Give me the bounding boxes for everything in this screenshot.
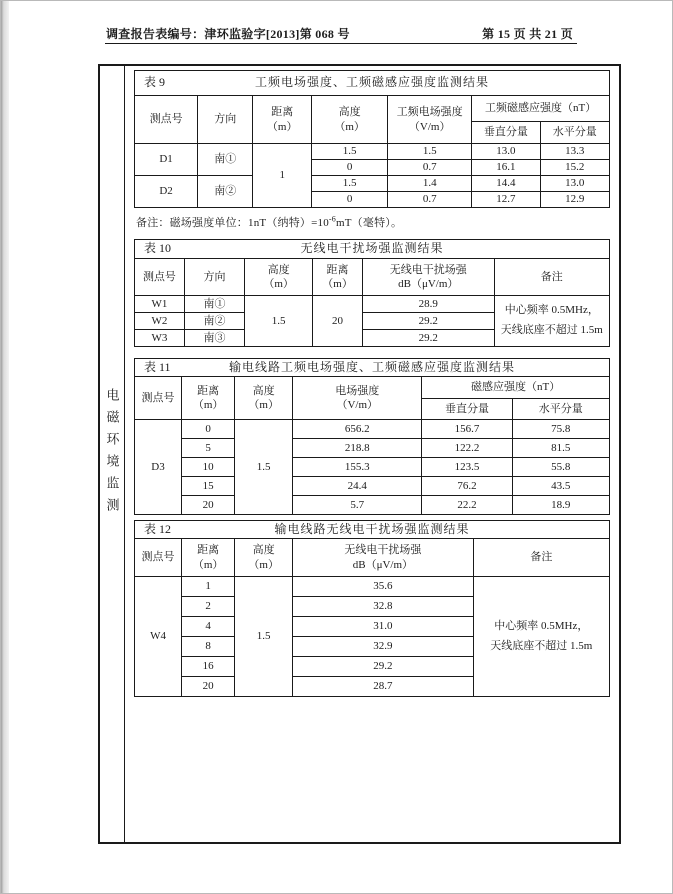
point-id: W4 — [135, 577, 182, 697]
b-vertical-value: 76.2 — [422, 477, 512, 496]
direction: 南① — [184, 296, 244, 313]
col-header-height: 高度 （m） — [235, 377, 293, 420]
col-header-vertical: 垂直分量 — [472, 122, 540, 144]
table-row — [135, 259, 610, 296]
b-horizontal-value: 13.0 — [540, 176, 609, 192]
table-12-label: 表 12 — [144, 521, 172, 536]
remark: 中心频率 0.5MHz， 天线底座不超过 1.5m — [494, 296, 609, 347]
header-rule — [105, 43, 577, 44]
b-horizontal-value: 81.5 — [512, 439, 609, 458]
col-header-point: 测点号 — [135, 96, 198, 144]
content-area — [125, 66, 619, 842]
distance-value: 20 — [313, 296, 363, 347]
table-row — [135, 71, 610, 96]
table-row — [135, 96, 610, 122]
distance-value: 10 — [182, 458, 235, 477]
col-header-rfi: 无线电干扰场强 dB（μV/m） — [362, 259, 494, 296]
sidebar-category-column — [100, 66, 125, 842]
table-12-title: 输电线路无线电干扰场强监测结果 — [274, 521, 470, 536]
rfi-value: 32.9 — [293, 637, 474, 657]
rfi-value: 28.9 — [362, 296, 494, 313]
b-horizontal-value: 75.8 — [512, 420, 609, 439]
page-number: 第 15 页 共 21 页 — [482, 27, 573, 41]
table-11-title: 输电线路工频电场强度、工频磁感应强度监测结果 — [228, 359, 515, 374]
col-header-b-field: 磁感应强度（nT） — [422, 377, 610, 399]
b-vertical-value: 22.2 — [422, 496, 512, 515]
table-row — [135, 458, 610, 477]
point-id: W1 — [135, 296, 185, 313]
point-id: W3 — [135, 330, 185, 347]
point-id: D2 — [135, 176, 198, 208]
distance-value: 8 — [182, 637, 235, 657]
table-row — [135, 496, 610, 515]
col-header-distance: 距离 （m） — [182, 539, 235, 577]
col-header-height: 高度 （m） — [235, 539, 293, 577]
col-header-height: 高度 （m） — [245, 259, 313, 296]
table-row — [135, 176, 610, 192]
point-id: W2 — [135, 313, 185, 330]
b-horizontal-value: 13.3 — [540, 144, 609, 160]
b-horizontal-value: 43.5 — [512, 477, 609, 496]
e-field-value: 24.4 — [293, 477, 422, 496]
main-frame — [98, 64, 621, 844]
e-field-value: 1.4 — [388, 176, 472, 192]
table-row — [135, 477, 610, 496]
col-header-point: 测点号 — [135, 539, 182, 577]
remark: 中心频率 0.5MHz， 天线底座不超过 1.5m — [473, 577, 609, 697]
col-header-e-field: 工频电场强度 （V/m） — [388, 96, 472, 144]
table-row — [135, 359, 610, 377]
page-header — [106, 25, 573, 42]
col-header-height: 高度 （m） — [312, 96, 388, 144]
point-id: D3 — [135, 420, 182, 515]
col-header-horizontal: 水平分量 — [540, 122, 609, 144]
distance-value: 1 — [253, 144, 312, 208]
table-row — [135, 420, 610, 439]
col-header-horizontal: 水平分量 — [512, 399, 609, 420]
distance-value: 1 — [182, 577, 235, 597]
height-value: 0 — [312, 192, 388, 208]
e-field-value: 155.3 — [293, 458, 422, 477]
height-value: 1.5 — [312, 144, 388, 160]
direction: 南② — [184, 313, 244, 330]
table-11-transmission-line-pf-results — [134, 358, 610, 515]
col-header-remark: 备注 — [494, 259, 609, 296]
rfi-value: 29.2 — [293, 657, 474, 677]
e-field-value: 218.8 — [293, 439, 422, 458]
table-12-transmission-line-rfi-results — [134, 520, 610, 697]
rfi-value: 31.0 — [293, 617, 474, 637]
b-vertical-value: 16.1 — [472, 160, 540, 176]
e-field-value: 0.7 — [388, 160, 472, 176]
table-10-label: 表 10 — [144, 241, 172, 256]
height-value: 1.5 — [245, 296, 313, 347]
distance-value: 4 — [182, 617, 235, 637]
rfi-value: 32.8 — [293, 597, 474, 617]
e-field-value: 0.7 — [388, 192, 472, 208]
col-header-direction: 方向 — [184, 259, 244, 296]
table-10-title: 无线电干扰场强监测结果 — [300, 241, 444, 256]
table-row — [135, 240, 610, 259]
rfi-value: 28.7 — [293, 677, 474, 697]
b-horizontal-value: 15.2 — [540, 160, 609, 176]
table-9-power-frequency-results — [134, 70, 610, 208]
direction: 南③ — [184, 330, 244, 347]
col-header-distance: 距离 （m） — [253, 96, 312, 144]
distance-value: 15 — [182, 477, 235, 496]
rfi-value: 29.2 — [362, 313, 494, 330]
report-number: 调查报告表编号：津环监验字[2013]第 068 号 — [106, 27, 350, 41]
b-vertical-value: 12.7 — [472, 192, 540, 208]
distance-value: 5 — [182, 439, 235, 458]
col-header-rfi: 无线电干扰场强 dB（μV/m） — [293, 539, 474, 577]
table-row — [135, 144, 610, 160]
rfi-value: 29.2 — [362, 330, 494, 347]
direction: 南② — [198, 176, 253, 208]
distance-value: 2 — [182, 597, 235, 617]
table-row — [135, 377, 610, 399]
table-9-label: 表 9 — [144, 75, 166, 90]
table-10-radio-interference-results — [134, 239, 610, 347]
b-horizontal-value: 12.9 — [540, 192, 609, 208]
e-field-value: 5.7 — [293, 496, 422, 515]
height-value: 1.5 — [235, 420, 293, 515]
distance-value: 0 — [182, 420, 235, 439]
table-9-footnote: 备注：磁场强度单位：1nT（纳特）$=10^{-6}mT$（毫特）。 — [136, 214, 403, 229]
table-row — [135, 577, 610, 597]
table-row — [135, 296, 610, 313]
distance-value: 16 — [182, 657, 235, 677]
table-row — [135, 539, 610, 577]
height-value: 0 — [312, 160, 388, 176]
b-vertical-value: 14.4 — [472, 176, 540, 192]
height-value: 1.5 — [235, 577, 293, 697]
col-header-distance: 距离 （m） — [313, 259, 363, 296]
col-header-distance: 距离 （m） — [182, 377, 235, 420]
col-header-point: 测点号 — [135, 259, 185, 296]
e-field-value: 1.5 — [388, 144, 472, 160]
table-9-title: 工频电场强度、工频磁感应强度监测结果 — [254, 75, 489, 90]
b-vertical-value: 156.7 — [422, 420, 512, 439]
b-horizontal-value: 18.9 — [512, 496, 609, 515]
col-header-direction: 方向 — [198, 96, 253, 144]
col-header-remark: 备注 — [473, 539, 609, 577]
direction: 南① — [198, 144, 253, 176]
scan-edge-shadow — [1, 1, 9, 893]
distance-value: 20 — [182, 677, 235, 697]
b-vertical-value: 13.0 — [472, 144, 540, 160]
col-header-b-field: 工频磁感应强度（nT） — [472, 96, 610, 122]
e-field-value: 656.2 — [293, 420, 422, 439]
b-vertical-value: 122.2 — [422, 439, 512, 458]
b-vertical-value: 123.5 — [422, 458, 512, 477]
table-row — [135, 521, 610, 539]
point-id: D1 — [135, 144, 198, 176]
rfi-value: 35.6 — [293, 577, 474, 597]
col-header-vertical: 垂直分量 — [422, 399, 512, 420]
distance-value: 20 — [182, 496, 235, 515]
sidebar-category-label: 电磁环境监测 — [104, 388, 120, 520]
b-horizontal-value: 55.8 — [512, 458, 609, 477]
col-header-point: 测点号 — [135, 377, 182, 420]
table-11-label: 表 11 — [144, 359, 171, 374]
table-row — [135, 439, 610, 458]
col-header-e-field: 电场强度 （V/m） — [293, 377, 422, 420]
height-value: 1.5 — [312, 176, 388, 192]
